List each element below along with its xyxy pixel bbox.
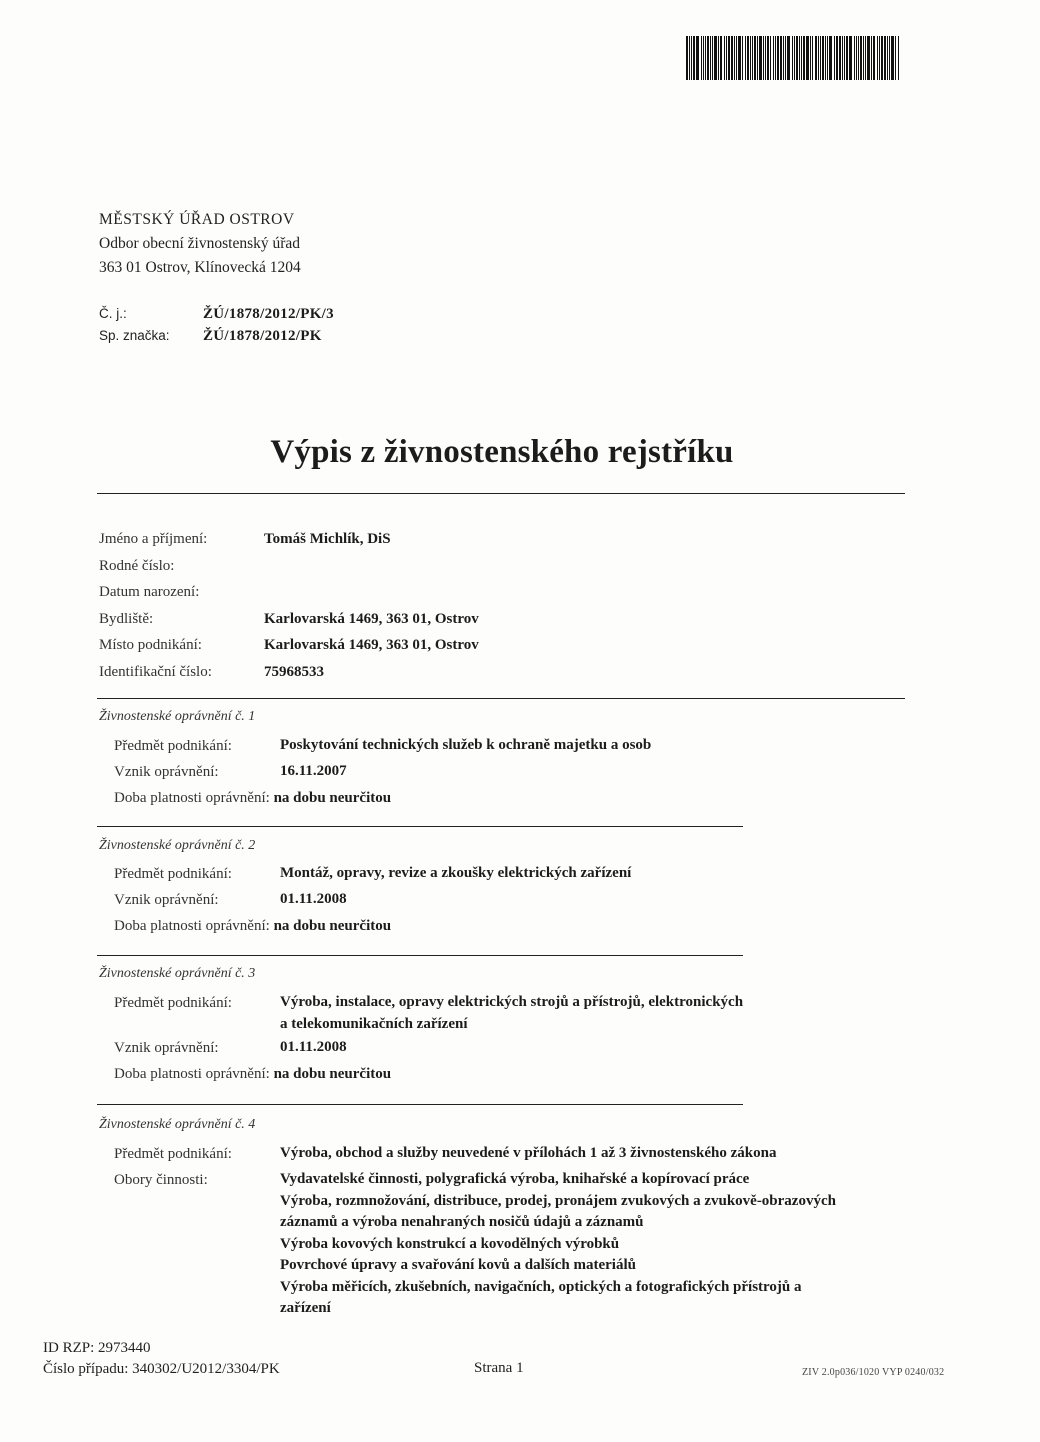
validity-label: Doba platnosti oprávnění: [114, 1066, 270, 1082]
office-name: MĚSTSKÝ ÚŘAD OSTROV [99, 211, 295, 228]
license-1 [114, 733, 900, 811]
license-2-heading: Živnostenské oprávnění č. 2 [99, 838, 256, 853]
person-rule [97, 698, 905, 699]
license-2-origin: 01.11.2008 [280, 891, 347, 907]
cj-value: ŽÚ/1878/2012/PK/3 [203, 306, 334, 322]
cj-label: Č. j.: [99, 306, 127, 321]
birthdate-label: Datum narození: [99, 584, 200, 600]
license-3 [114, 990, 900, 1087]
subject-label: Předmět podnikání: [114, 995, 232, 1011]
license-1-validity: na dobu neurčitou [273, 790, 392, 806]
field-item: záznamů a výroba nenahraných nosičů údajů a záznamů [280, 1214, 644, 1230]
license-3-subject [280, 990, 900, 1035]
license-3-subject-line1: Výroba, instalace, opravy elektrických strojů a přístrojů, elektronických [280, 994, 744, 1010]
origin-label: Vznik oprávnění: [114, 1040, 219, 1056]
field-item: zařízení [280, 1300, 331, 1316]
footer-left [43, 1338, 280, 1380]
subject-label: Předmět podnikání: [114, 738, 232, 754]
title-rule [97, 493, 905, 494]
license-4-fields [280, 1167, 920, 1320]
footer-form-code: ZIV 2.0p036/1020 VYP 0240/032 [802, 1367, 945, 1378]
name-label: Jméno a příjmení: [99, 531, 208, 547]
barcode [686, 36, 904, 80]
license-3-heading: Živnostenské oprávnění č. 3 [99, 966, 256, 981]
origin-label: Vznik oprávnění: [114, 892, 219, 908]
footer-case-number: Číslo případu: 340302/U2012/3304/PK [43, 1361, 280, 1377]
office-department: Odbor obecní živnostenský úřad [99, 235, 301, 252]
field-item: Vydavatelské činnosti, polygrafická výroba, knihařské a kopírovací práce [280, 1171, 750, 1187]
office-header [99, 208, 301, 280]
license-4-subject: Výroba, obchod a služby neuvedené v přílohách 1 až 3 živnostenského zákona [280, 1145, 777, 1161]
license-2-subject: Montáž, opravy, revize a zkoušky elektrických zařízení [280, 865, 632, 881]
residence-label: Bydliště: [99, 610, 154, 627]
id-value: 75968533 [264, 663, 324, 680]
id-label: Identifikační číslo: [99, 663, 212, 680]
birthno-label: Rodné číslo: [99, 557, 175, 574]
license-3-subject-line2: a telekomunikačních zařízení [280, 1015, 468, 1032]
license-2 [114, 861, 900, 939]
document-title: Výpis z živnostenského rejstříku [270, 434, 734, 470]
license-4-heading: Živnostenské oprávnění č. 4 [99, 1117, 256, 1132]
field-item: Povrchové úpravy a svařování kovů a dalších materiálů [280, 1257, 636, 1273]
sp-value: ŽÚ/1878/2012/PK [203, 328, 322, 344]
field-item: Výroba kovových konstrukcí a kovodělných výrobků [280, 1235, 620, 1252]
license-1-rule [97, 826, 743, 827]
reference-block [99, 303, 334, 347]
license-3-rule [97, 1104, 743, 1105]
residence-value: Karlovarská 1469, 363 01, Ostrov [264, 610, 479, 627]
origin-label: Vznik oprávnění: [114, 764, 219, 780]
field-item: Výroba měřicích, zkušebních, navigačních, optických a fotografických přístrojů a [280, 1278, 802, 1295]
office-address: 363 01 Ostrov, Klínovecká 1204 [99, 259, 301, 276]
license-2-validity: na dobu neurčitou [273, 918, 392, 934]
license-4 [114, 1141, 920, 1320]
subject-label: Předmět podnikání: [114, 866, 232, 882]
footer-page-number: Strana 1 [474, 1360, 524, 1376]
validity-label: Doba platnosti oprávnění: [114, 918, 270, 934]
business-place-label: Místo podnikání: [99, 637, 202, 653]
validity-label: Doba platnosti oprávnění: [114, 790, 270, 806]
fields-label: Obory činnosti: [114, 1172, 208, 1188]
license-1-heading: Živnostenské oprávnění č. 1 [99, 709, 256, 724]
license-3-validity: na dobu neurčitou [273, 1066, 392, 1082]
license-3-origin: 01.11.2008 [280, 1039, 347, 1055]
field-item: Výroba, rozmnožování, distribuce, prodej, pronájem zvukových a zvukově-obrazových [280, 1192, 836, 1209]
business-place-value: Karlovarská 1469, 363 01, Ostrov [264, 637, 479, 653]
license-2-rule [97, 955, 743, 956]
footer-id-rzp: ID RZP: 2973440 [43, 1340, 151, 1356]
license-1-subject: Poskytování technických služeb k ochraně majetku a osob [280, 737, 652, 753]
person-block [99, 526, 479, 685]
subject-label: Předmět podnikání: [114, 1146, 232, 1162]
name-value: Tomáš Michlík, DiS [264, 531, 391, 547]
sp-label: Sp. značka: [99, 328, 170, 343]
license-1-origin: 16.11.2007 [280, 763, 347, 779]
